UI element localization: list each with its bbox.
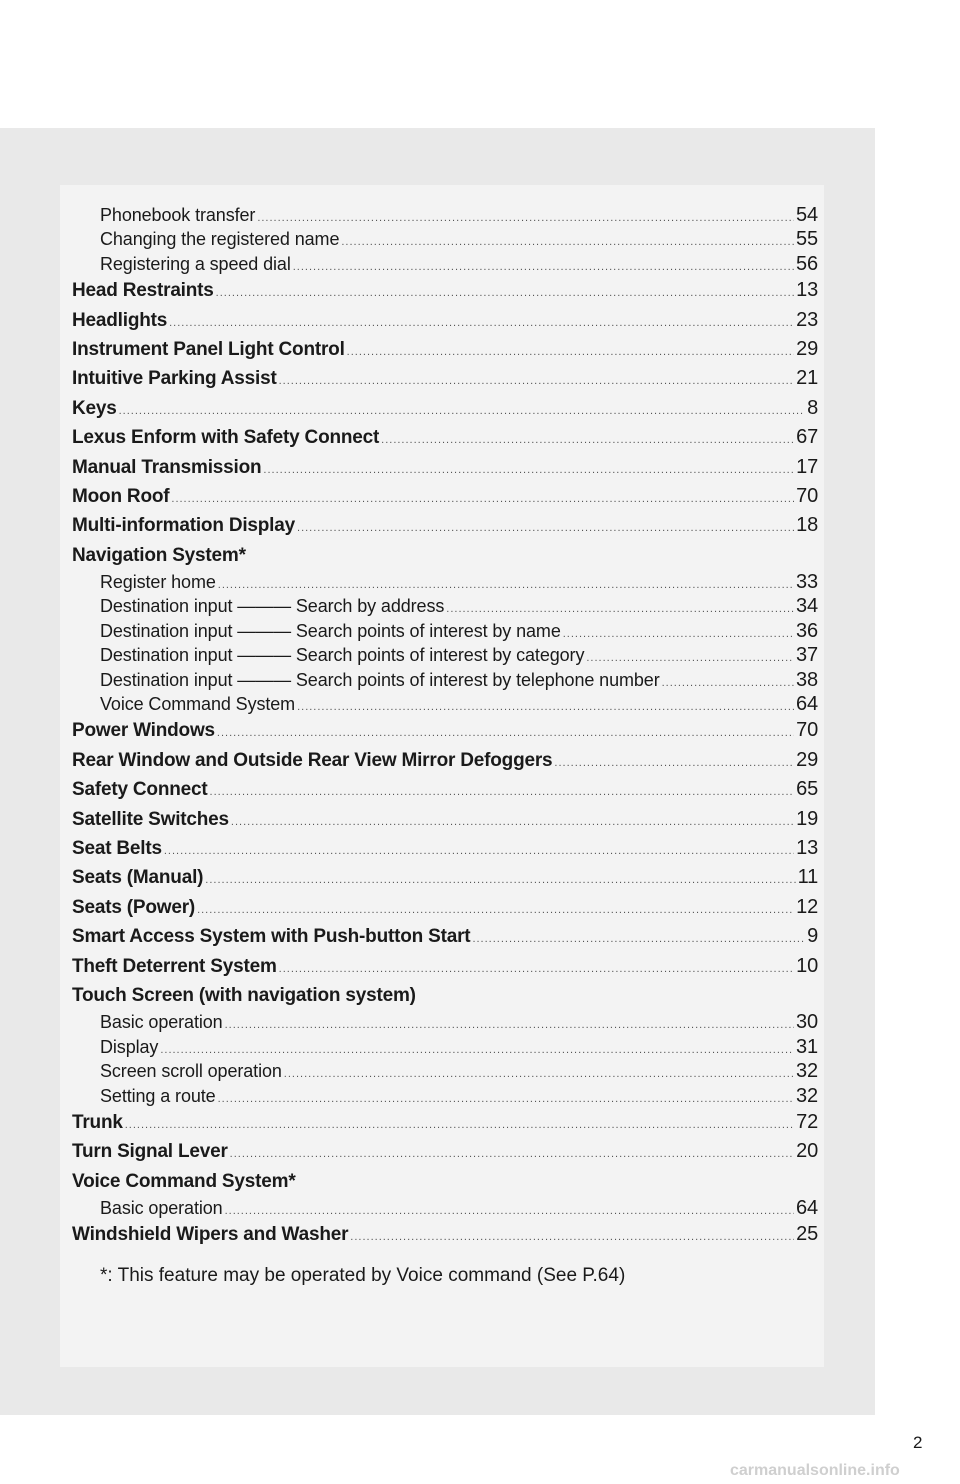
index-entry[interactable] [72, 482, 818, 511]
index-subentry[interactable] [72, 594, 818, 618]
entry-label: Changing the registered name [100, 229, 340, 250]
dot-leader [297, 514, 794, 543]
index-entry[interactable] [72, 364, 818, 393]
entry-page-number: 54 [795, 204, 818, 226]
entry-page-number: 19 [796, 807, 818, 830]
entry-page-number: 55 [795, 228, 818, 251]
footnote: *: This feature may be operated by Voice command (See P.64) [100, 1265, 626, 1286]
entry-page-number: 36 [795, 619, 818, 642]
entry-page-number: 32 [795, 1060, 818, 1083]
index-entry[interactable] [72, 1108, 818, 1137]
entry-page-number: 18 [796, 514, 818, 537]
dot-leader [218, 1087, 794, 1111]
entry-page-number: 37 [795, 644, 818, 667]
entry-page-number: 31 [795, 1035, 818, 1058]
index-entry[interactable] [72, 805, 818, 834]
index-entry[interactable] [72, 335, 818, 364]
entry-label: Moon Roof [72, 485, 170, 507]
entry-label: Theft Deterrent System [72, 955, 277, 977]
index-subentry[interactable] [72, 619, 818, 643]
entry-page-number: 13 [796, 279, 818, 302]
index-entry[interactable] [72, 775, 818, 804]
page-number: 2 [913, 1433, 923, 1452]
entry-label: Voice Command System* [72, 1170, 296, 1192]
dot-leader [350, 1223, 794, 1252]
entry-page-number: 25 [796, 1223, 818, 1246]
index-entry[interactable] [72, 423, 818, 452]
entry-label: Lexus Enform with Safety Connect [72, 427, 380, 449]
index-entry[interactable] [72, 716, 818, 745]
entry-label: Keys [72, 397, 117, 419]
entry-page-number: 12 [796, 895, 818, 918]
index-subentry[interactable] [72, 227, 818, 251]
entry-label: Power Windows [72, 720, 215, 742]
index-subentry[interactable] [72, 1035, 818, 1059]
entry-label: Manual Transmission [72, 456, 262, 478]
index-subentry[interactable] [72, 1010, 818, 1034]
entry-page-number: 64 [795, 1197, 818, 1220]
entry-label: Phonebook transfer [100, 205, 256, 225]
index-entry[interactable] [72, 952, 818, 981]
entry-label: Basic operation [100, 1012, 223, 1033]
dot-leader [284, 1062, 794, 1086]
entry-label: Intuitive Parking Assist [72, 368, 277, 390]
entry-label: Destination input ——— Search points of interest by category [100, 645, 585, 666]
entry-label: Screen scroll operation [100, 1061, 282, 1082]
entry-label: Touch Screen (with navigation system) [72, 984, 416, 1006]
dot-leader [217, 719, 794, 748]
entry-label: Registering a speed dial [100, 253, 291, 274]
dot-leader [171, 485, 794, 514]
dot-leader [164, 837, 794, 866]
dot-leader [125, 1111, 794, 1140]
index-entry[interactable] [72, 276, 818, 305]
index-entry[interactable] [72, 981, 818, 1010]
dot-leader [231, 808, 794, 837]
dot-leader [381, 426, 794, 455]
index-subentry[interactable] [72, 570, 818, 594]
entry-page-number: 29 [796, 337, 818, 360]
dot-leader [341, 230, 794, 254]
entry-label: Setting a route [100, 1085, 216, 1106]
index-subentry[interactable] [72, 643, 818, 667]
entry-label: Seats (Manual) [72, 867, 204, 889]
entry-page-number: 65 [796, 778, 818, 801]
entry-page-number: 20 [796, 1140, 818, 1163]
entry-label: Display [100, 1036, 159, 1057]
entry-label: Instrument Panel Light Control [72, 338, 345, 360]
entry-label: Navigation System* [72, 544, 246, 566]
entry-page-number: 38 [795, 668, 818, 691]
dot-leader [347, 338, 794, 367]
index-entry[interactable] [72, 511, 818, 540]
index-entry[interactable] [72, 306, 818, 335]
entry-label: Satellite Switches [72, 808, 229, 830]
dot-leader [230, 1140, 794, 1169]
index-list [72, 203, 818, 1250]
entry-page-number: 56 [795, 252, 818, 275]
entry-page-number: 29 [796, 748, 818, 771]
dot-leader [119, 397, 805, 426]
index-subentry[interactable] [72, 668, 818, 692]
index-entry[interactable] [72, 893, 818, 922]
entry-page-number: 21 [796, 367, 818, 390]
entry-label: Smart Access System with Push-button Start [72, 926, 471, 948]
entry-label: Safety Connect [72, 779, 208, 801]
index-entry[interactable] [72, 863, 818, 892]
index-entry[interactable] [72, 1220, 818, 1249]
dot-leader [554, 749, 794, 778]
dot-leader [662, 671, 794, 695]
index-entry[interactable] [72, 1167, 818, 1196]
dot-leader [563, 622, 794, 646]
entry-page-number: 70 [796, 719, 818, 742]
entry-label: Head Restraints [72, 280, 214, 302]
entry-label: Trunk [72, 1111, 123, 1133]
index-entry[interactable] [72, 453, 818, 482]
dot-leader [225, 1013, 794, 1037]
entry-label: Voice Command System [100, 694, 296, 715]
dot-leader [263, 456, 794, 485]
index-subentry[interactable] [72, 252, 818, 276]
index-entry[interactable] [72, 1137, 818, 1166]
dot-leader [197, 896, 794, 925]
dot-leader [169, 309, 794, 338]
index-subentry[interactable] [72, 1059, 818, 1083]
entry-page-number: 8 [807, 396, 818, 419]
index-entry[interactable] [72, 541, 818, 570]
dot-leader [216, 279, 794, 308]
entry-page-number: 30 [795, 1011, 818, 1034]
entry-page-number: 13 [796, 836, 818, 859]
entry-label: Register home [100, 572, 216, 593]
entry-label: Windshield Wipers and Washer [72, 1224, 349, 1246]
dot-leader [205, 866, 795, 895]
index-subentry[interactable] [72, 203, 818, 227]
dot-leader [279, 955, 794, 984]
entry-label: Turn Signal Lever [72, 1141, 228, 1163]
watermark: carmanualsonline.info [730, 1462, 900, 1479]
entry-page-number: 23 [796, 308, 818, 331]
entry-page-number: 34 [795, 595, 818, 618]
entry-page-number: 17 [796, 455, 818, 478]
index-entry[interactable] [72, 746, 818, 775]
entry-label: Headlights [72, 309, 168, 331]
dot-leader [297, 695, 794, 719]
entry-page-number: 70 [796, 484, 818, 507]
entry-label: Seats (Power) [72, 896, 196, 918]
dot-leader [279, 367, 795, 396]
entry-label: Destination input ——— Search points of interest by name [100, 620, 561, 641]
entry-label: Destination input ——— Search points of interest by telephone number [100, 669, 660, 690]
index-subentry[interactable] [72, 1196, 818, 1220]
entry-label: Rear Window and Outside Rear View Mirror Defoggers [72, 749, 553, 771]
dot-leader [472, 925, 805, 954]
index-entry[interactable] [72, 394, 818, 423]
index-subentry[interactable] [72, 1084, 818, 1108]
dot-leader [210, 778, 795, 807]
entry-page-number: 32 [795, 1084, 818, 1107]
index-subentry[interactable] [72, 692, 818, 716]
index-entry[interactable] [72, 834, 818, 863]
entry-page-number: 33 [795, 571, 818, 594]
entry-page-number: 11 [797, 866, 818, 889]
entry-page-number: 72 [796, 1110, 818, 1133]
entry-label: Basic operation [100, 1198, 223, 1219]
entry-page-number: 64 [795, 693, 818, 716]
entry-page-number: 67 [796, 426, 818, 449]
entry-label: Destination input ——— Search by address [100, 596, 445, 617]
entry-label: Multi-information Display [72, 515, 296, 537]
index-entry[interactable] [72, 922, 818, 951]
dot-leader [293, 255, 794, 279]
entry-label: Seat Belts [72, 837, 162, 859]
entry-page-number: 10 [796, 954, 818, 977]
entry-page-number: 9 [807, 925, 818, 948]
